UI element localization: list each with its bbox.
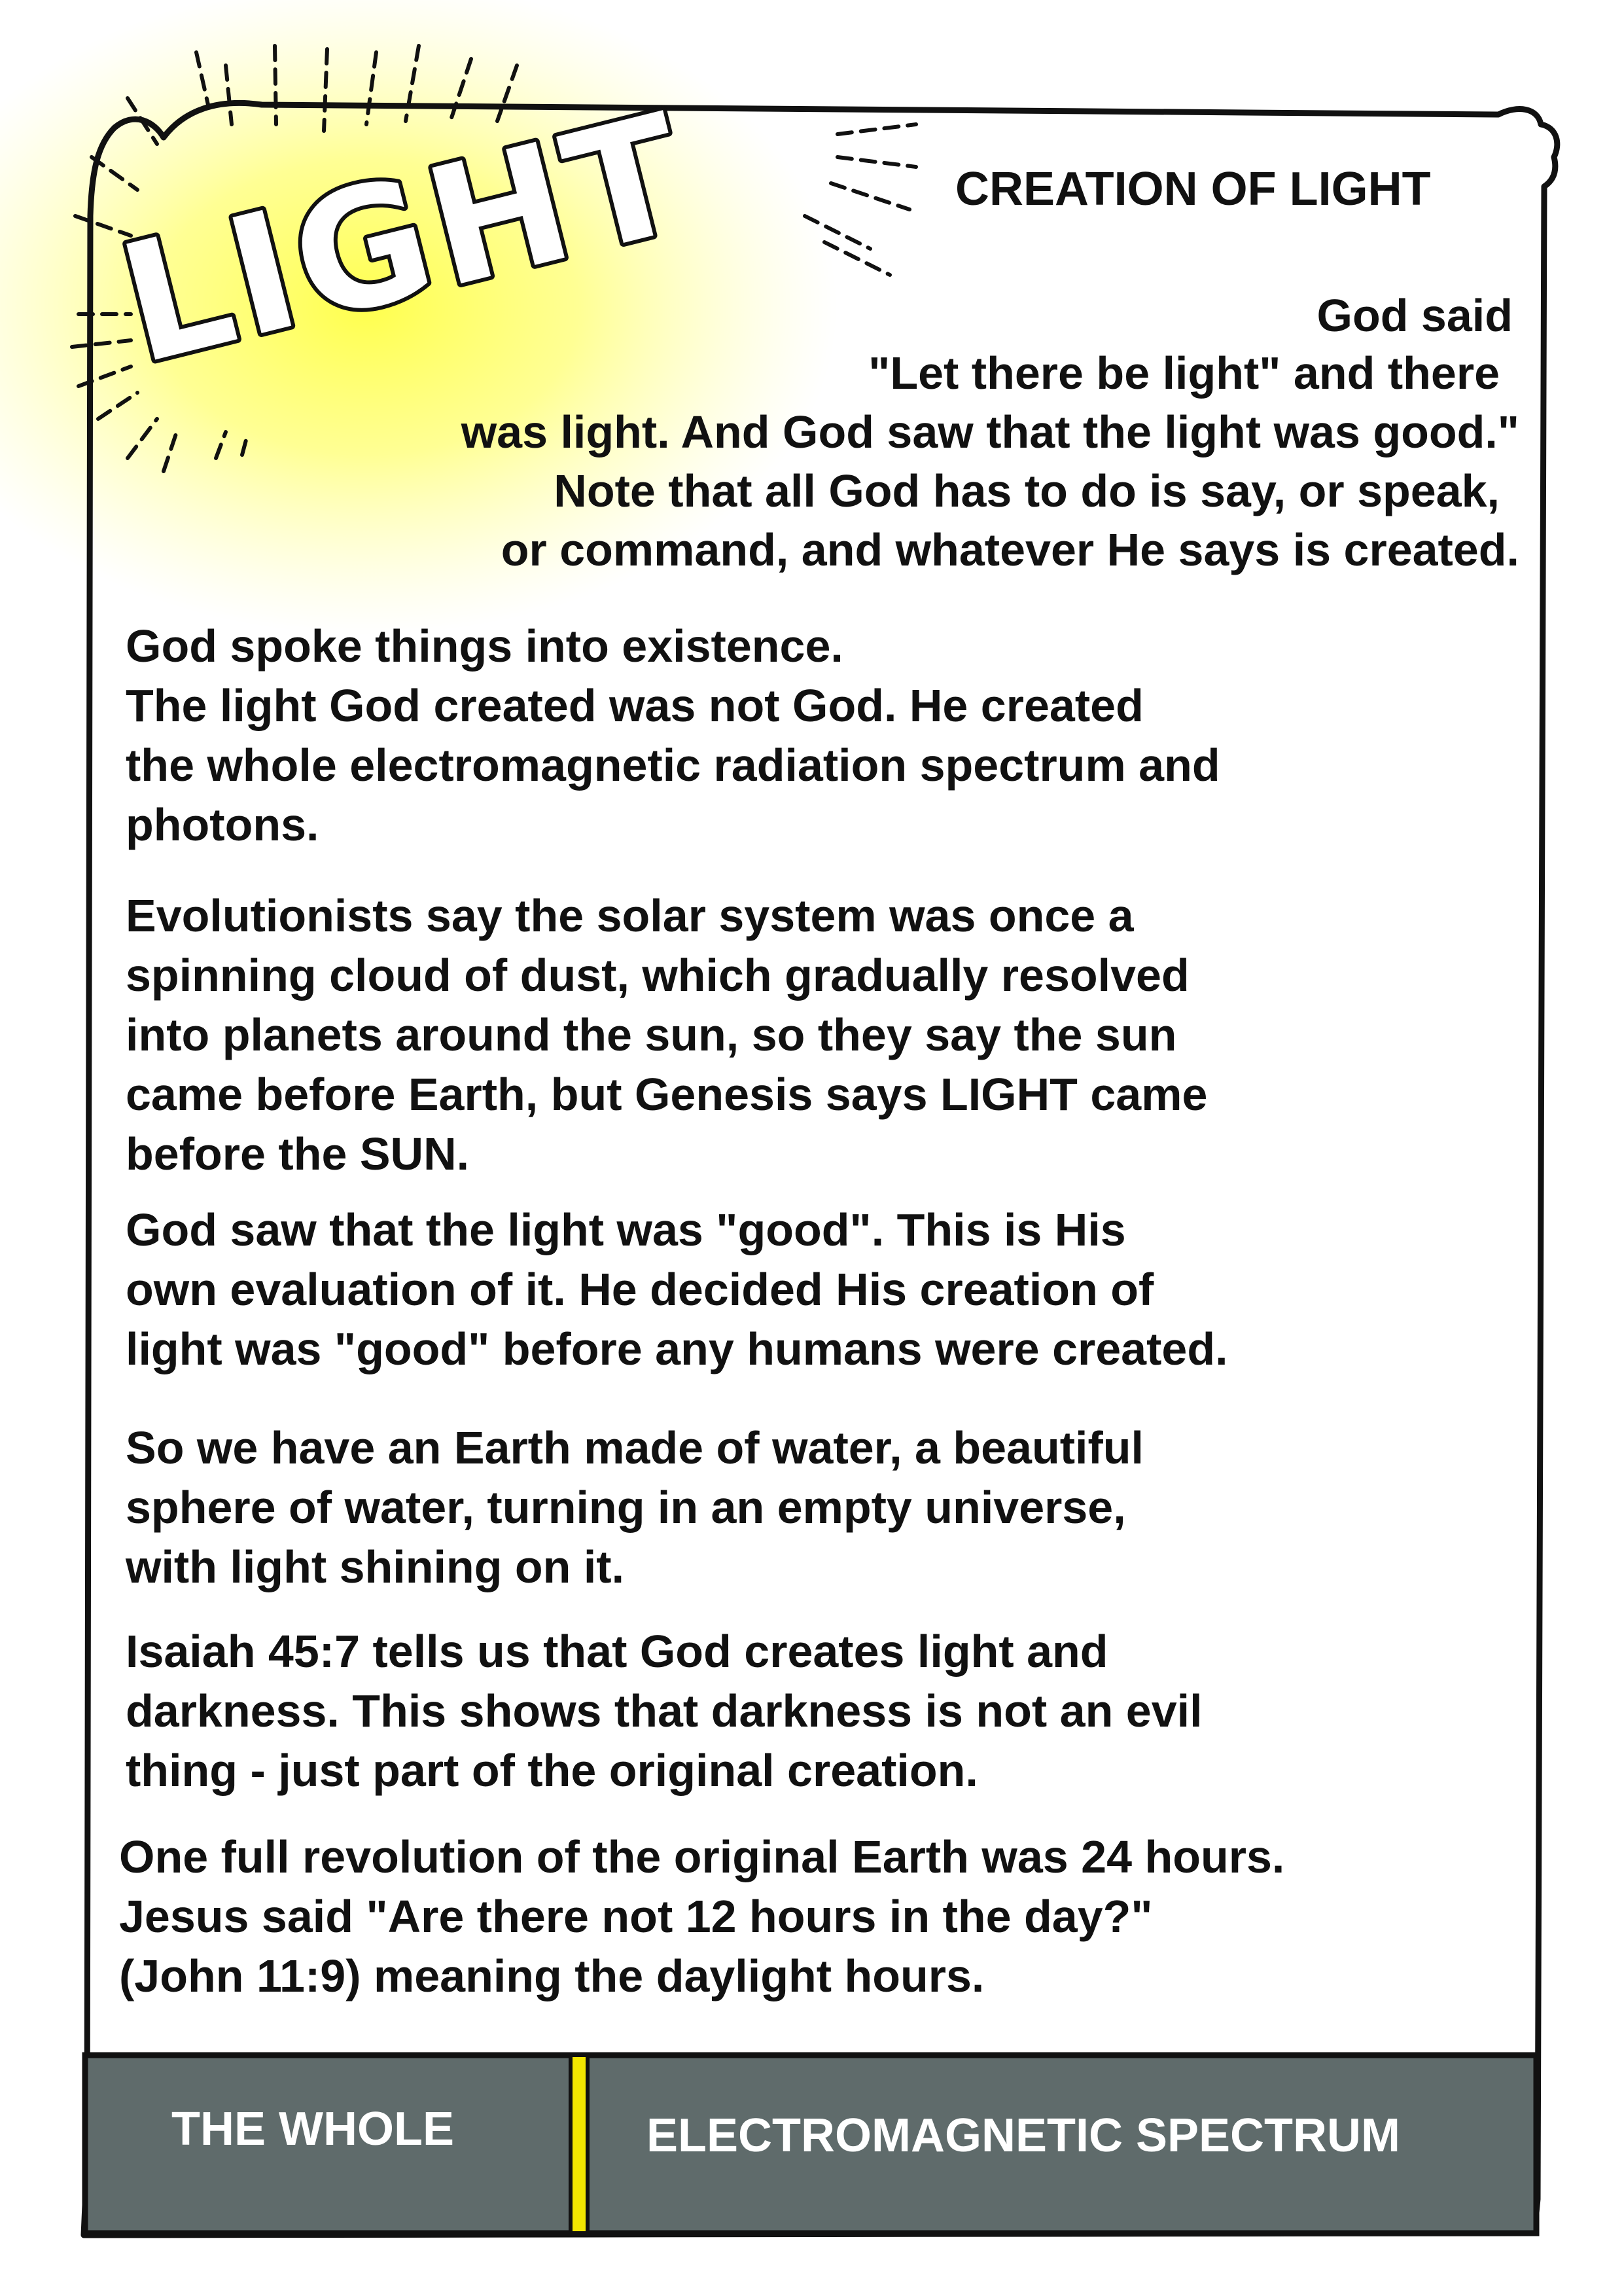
paragraph-24-hours — [119, 1827, 1447, 2006]
paragraph-line: (John 11:9) meaning the daylight hours. — [119, 1950, 985, 2001]
paragraph-isaiah — [126, 1622, 1454, 1801]
paragraph-line: darkness. This shows that darkness is not an evil — [126, 1685, 1203, 1736]
quote-line: was light. And God saw that the light was good." — [461, 406, 1519, 457]
paragraph-line: own evaluation of it. He decided His creation of — [126, 1264, 1154, 1315]
quote-line: Note that all God has to do is say, or speak, — [554, 465, 1500, 516]
paragraph-line: God spoke things into existence. — [126, 620, 843, 672]
paragraph-line: The light God created was not God. He created — [126, 680, 1144, 731]
paragraph-line: sphere of water, turning in an empty universe, — [126, 1482, 1126, 1533]
footer-banner-right-label: ELECTROMAGNETIC SPECTRUM — [646, 2109, 1400, 2162]
paragraph-line: One full revolution of the original Earth was 24 hours. — [119, 1831, 1285, 1882]
paragraph-evolutionists — [126, 886, 1454, 1184]
footer-banner-left-label: THE WHOLE — [171, 2103, 454, 2155]
paragraph-line: Jesus said "Are there not 12 hours in the day?" — [119, 1891, 1153, 1942]
paragraph-line: the whole electromagnetic radiation spectrum and — [126, 740, 1220, 791]
paragraph-line: light was "good" before any humans were created. — [126, 1323, 1228, 1374]
paragraph-line: before the SUN. — [126, 1128, 470, 1179]
paragraph-line: thing - just part of the original creation. — [126, 1745, 978, 1796]
svg-text:LIGHT: LIGHT — [103, 77, 707, 401]
section-title: CREATION OF LIGHT — [955, 163, 1431, 215]
paragraph-line: So we have an Earth made of water, a beautiful — [126, 1422, 1144, 1473]
paragraph-line: photons. — [126, 799, 319, 850]
paragraph-line: Evolutionists say the solar system was once a — [126, 890, 1134, 941]
paragraph-earth-water — [126, 1418, 1454, 1597]
paragraph-line: spinning cloud of dust, which gradually resolved — [126, 950, 1190, 1001]
paragraph-line: Isaiah 45:7 tells us that God creates light and — [126, 1626, 1108, 1677]
paragraph-light-good — [126, 1200, 1454, 1379]
quote-line: "Let there be light" and there — [868, 348, 1500, 399]
paragraph-line: came before Earth, but Genesis says LIGHT came — [126, 1069, 1208, 1120]
paragraph-line: God saw that the light was "good". This is His — [126, 1204, 1126, 1255]
footer-banner-divider — [571, 2055, 588, 2233]
quote-line: God said — [1316, 290, 1513, 341]
paragraph-line: with light shining on it. — [126, 1541, 625, 1592]
quote-line: or command, and whatever He says is created. — [501, 524, 1519, 575]
paragraph-spoken-existence — [126, 617, 1454, 855]
paragraph-line: into planets around the sun, so they say the sun — [126, 1009, 1177, 1060]
